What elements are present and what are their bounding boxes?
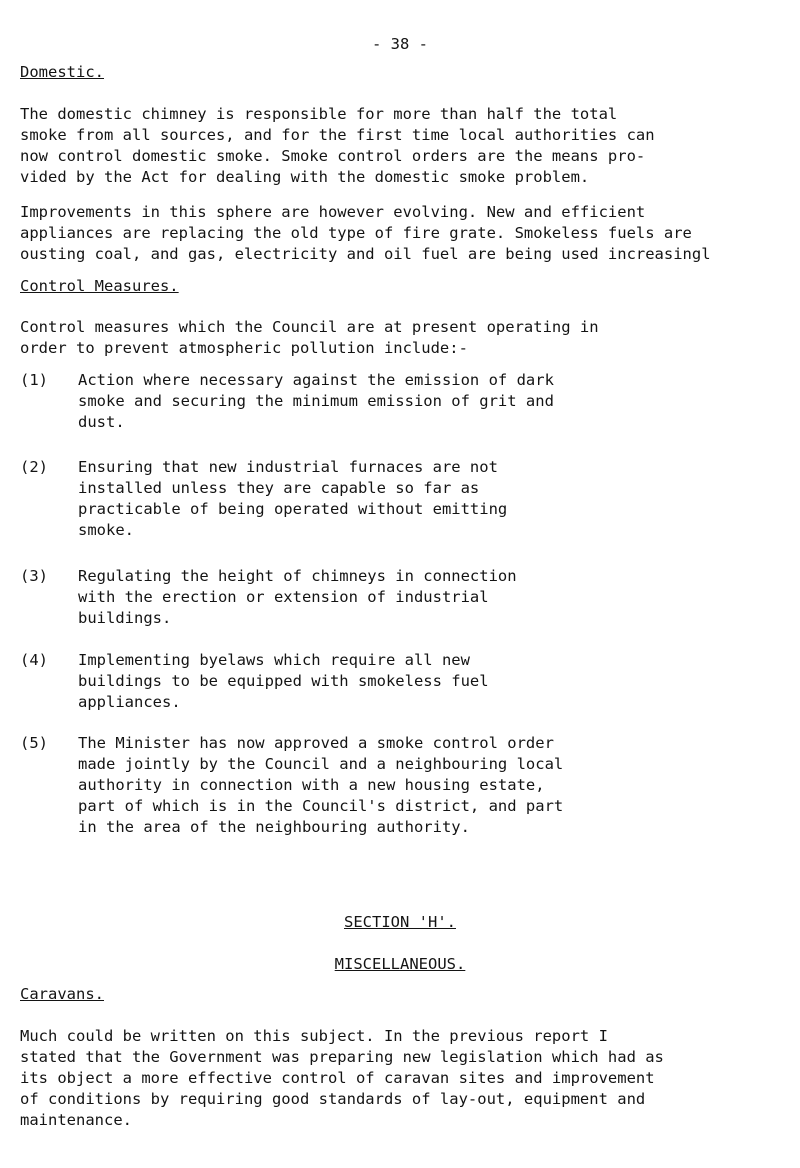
- list-item-text: Regulating the height of chimneys in connection with the erection or extension of industrial buildings.: [78, 567, 517, 627]
- domestic-paragraph-1: The domestic chimney is responsible for more than half the total smoke from all sources, and for the first time local authorities can now control domestic smoke. Smoke control orders are the means pro- vided by the Act for dealing with the domestic smoke problem.: [20, 105, 655, 186]
- section-subtitle: MISCELLANEOUS.: [334, 955, 466, 973]
- control-measures-heading: Control Measures.: [20, 277, 179, 295]
- list-item-text: Ensuring that new industrial furnaces are not installed unless they are capable so far as practicable of being operated without emitting smoke.: [78, 458, 508, 539]
- domestic-paragraph-2: Improvements in this sphere are however evolving. New and efficient appliances are replacing the old type of fire grate. Smokeless fuels are ousting coal, and gas, electricity and oil fuel are being used increasingl: [20, 203, 711, 263]
- list-item-number: (4): [20, 651, 48, 669]
- caravans-paragraph: Much could be written on this subject. In the previous report I stated that the Government was preparing new legislation which had as its object a more effective control of caravan sites and improvement of conditions by requiring good standards of lay-out, equipment and maintenance.: [20, 1027, 664, 1129]
- list-item-text: Action where necessary against the emission of dark smoke and securing the minimum emission of grit and dust.: [78, 371, 554, 431]
- caravans-heading: Caravans.: [20, 985, 104, 1003]
- list-item-text: Implementing byelaws which require all new buildings to be equipped with smokeless fuel appliances.: [78, 651, 489, 711]
- page-number: - 38 -: [372, 35, 428, 53]
- section-title: SECTION 'H'.: [344, 913, 456, 931]
- domestic-heading: Domestic.: [20, 63, 104, 81]
- list-item-text: The Minister has now approved a smoke control order made jointly by the Council and a neighbouring local authority in connection with a new housing estate, part of which is in the Council's district, and part in the area of the neighbouring authority.: [78, 734, 564, 836]
- list-item-number: (2): [20, 458, 48, 476]
- list-item-number: (1): [20, 371, 48, 389]
- control-intro-paragraph: Control measures which the Council are at present operating in order to prevent atmospheric pollution include:-: [20, 318, 599, 357]
- list-item-number: (5): [20, 734, 48, 752]
- list-item-number: (3): [20, 567, 48, 585]
